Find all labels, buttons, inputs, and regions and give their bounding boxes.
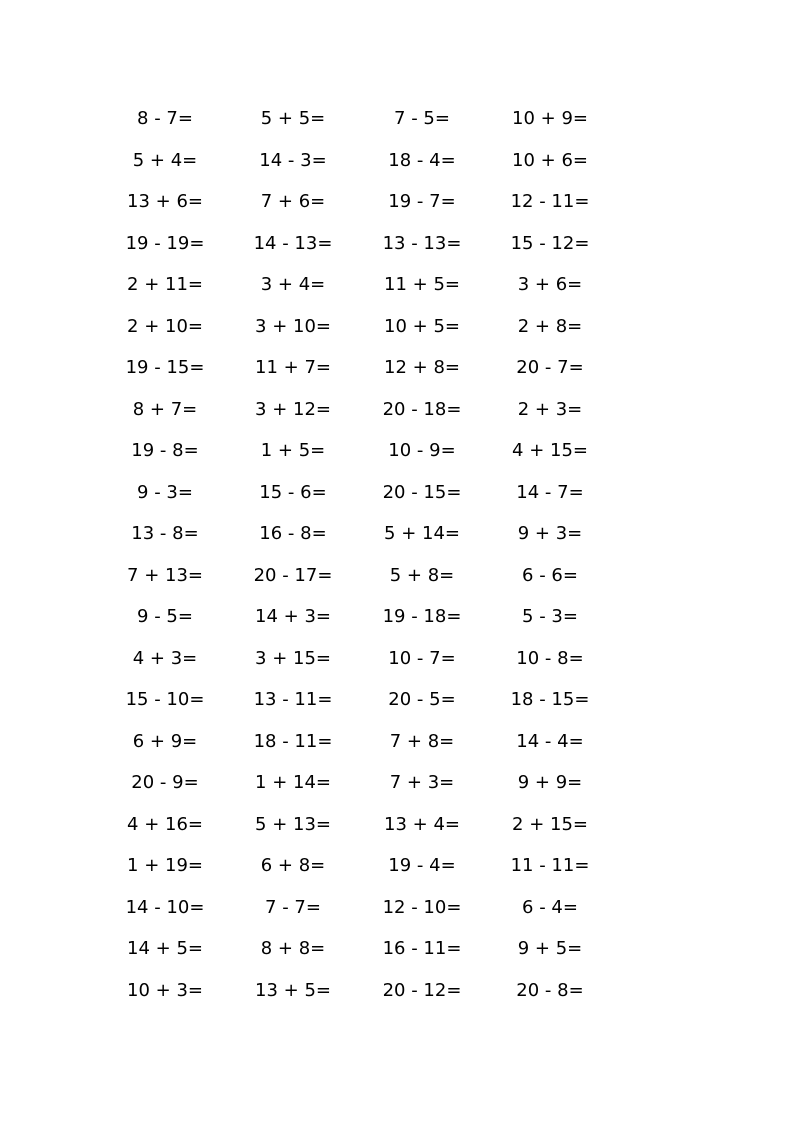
- math-problem: 7 + 6=: [260, 191, 326, 212]
- math-problem: 11 + 5=: [384, 274, 460, 295]
- math-problem: 19 - 18=: [382, 606, 462, 627]
- math-problem: 7 + 8=: [389, 730, 455, 752]
- math-problem: 6 - 4=: [522, 896, 578, 918]
- math-problem: 14 + 3=: [255, 606, 331, 627]
- problem-row: [0, 928, 794, 970]
- math-problem: 5 + 5=: [260, 108, 326, 129]
- math-problem: 5 + 14=: [384, 523, 460, 544]
- math-problem: 19 - 8=: [131, 440, 199, 461]
- problem-row: [0, 887, 794, 929]
- math-problem: 7 + 3=: [389, 772, 455, 793]
- math-problem: 4 + 3=: [132, 647, 198, 669]
- math-problem: 12 + 8=: [384, 357, 460, 378]
- problem-row: [0, 638, 794, 680]
- math-problem: 8 - 7=: [137, 108, 193, 129]
- math-problem: 20 - 15=: [382, 481, 462, 503]
- math-problem: 10 - 8=: [516, 647, 584, 669]
- math-problem: 16 - 11=: [382, 938, 462, 959]
- math-problem: 9 - 3=: [137, 481, 193, 503]
- math-problem: 10 + 9=: [512, 108, 588, 129]
- math-problem: 3 + 10=: [255, 315, 331, 337]
- math-problem: 2 + 10=: [127, 315, 203, 337]
- problem-row: [0, 306, 794, 348]
- math-problem: 18 - 11=: [253, 730, 333, 752]
- math-problem: 10 + 5=: [384, 315, 460, 337]
- math-problem: 14 - 13=: [253, 232, 333, 254]
- math-problem: 10 - 9=: [388, 440, 456, 461]
- math-problem: 1 + 19=: [127, 855, 203, 876]
- math-problem: 19 - 15=: [125, 357, 205, 378]
- math-problem: 6 + 8=: [260, 855, 326, 876]
- math-problem: 11 + 7=: [255, 357, 331, 378]
- math-problem: 14 - 10=: [125, 896, 205, 918]
- math-problem: 3 + 6=: [517, 274, 583, 295]
- math-problem: 6 + 9=: [132, 730, 198, 752]
- math-problem: 4 + 16=: [127, 813, 203, 835]
- math-problem: 2 + 15=: [512, 813, 588, 835]
- math-problem: 13 + 5=: [255, 979, 331, 1001]
- math-problem: 15 - 6=: [259, 481, 327, 503]
- math-problem: 7 + 13=: [127, 564, 203, 586]
- math-problem: 7 - 5=: [394, 108, 450, 129]
- math-problem: 15 - 12=: [510, 232, 590, 254]
- math-problem: 10 + 6=: [512, 149, 588, 171]
- math-problem: 20 - 12=: [382, 979, 462, 1001]
- problem-row: [0, 264, 794, 306]
- math-problem: 3 + 12=: [255, 398, 331, 420]
- math-problem: 13 + 6=: [127, 191, 203, 212]
- problem-row: [0, 181, 794, 223]
- math-problem: 7 - 7=: [265, 896, 321, 918]
- math-problem: 5 + 13=: [255, 813, 331, 835]
- math-problem: 20 - 5=: [388, 689, 456, 710]
- math-problem: 5 - 3=: [522, 606, 578, 627]
- math-problem: 18 - 4=: [388, 149, 456, 171]
- math-problem: 10 + 3=: [127, 979, 203, 1001]
- math-problem: 14 - 4=: [516, 730, 584, 752]
- math-problem: 8 + 7=: [132, 398, 198, 420]
- math-problem: 10 - 7=: [388, 647, 456, 669]
- problem-row: [0, 347, 794, 389]
- math-problem: 20 - 18=: [382, 398, 462, 420]
- math-problem: 3 + 4=: [260, 274, 326, 295]
- problem-row: [0, 389, 794, 431]
- problem-row: [0, 430, 794, 472]
- math-problem: 9 + 3=: [517, 523, 583, 544]
- math-problem: 20 - 9=: [131, 772, 199, 793]
- math-problem: 3 + 15=: [255, 647, 331, 669]
- problem-row: [0, 596, 794, 638]
- math-problem: 15 - 10=: [125, 689, 205, 710]
- math-problem: 4 + 15=: [512, 440, 588, 461]
- math-problem: 6 - 6=: [522, 564, 578, 586]
- problem-row: [0, 970, 794, 1012]
- problem-row: [0, 762, 794, 804]
- math-problem: 18 - 15=: [510, 689, 590, 710]
- math-problem: 12 - 10=: [382, 896, 462, 918]
- problem-row: [0, 679, 794, 721]
- math-problem: 1 + 14=: [255, 772, 331, 793]
- problem-row: [0, 472, 794, 514]
- math-problem: 13 + 4=: [384, 813, 460, 835]
- math-problem: 19 - 19=: [125, 232, 205, 254]
- problem-row: [0, 140, 794, 182]
- problem-row: [0, 513, 794, 555]
- math-problem: 9 + 9=: [517, 772, 583, 793]
- problem-row: [0, 721, 794, 763]
- math-problem: 11 - 11=: [510, 855, 590, 876]
- math-problem: 13 - 8=: [131, 523, 199, 544]
- math-problem: 13 - 13=: [382, 232, 462, 254]
- problem-row: [0, 804, 794, 846]
- math-problem: 9 + 5=: [517, 938, 583, 959]
- math-problem: 8 + 8=: [260, 938, 326, 959]
- math-problem: 20 - 17=: [253, 564, 333, 586]
- math-problem: 12 - 11=: [510, 191, 590, 212]
- math-problem: 5 + 8=: [389, 564, 455, 586]
- math-problem: 20 - 8=: [516, 979, 584, 1001]
- math-problem: 16 - 8=: [259, 523, 327, 544]
- problem-row: [0, 555, 794, 597]
- math-problem: 2 + 3=: [517, 398, 583, 420]
- math-problem: 1 + 5=: [260, 440, 326, 461]
- math-problem: 2 + 11=: [127, 274, 203, 295]
- math-problem: 13 - 11=: [253, 689, 333, 710]
- math-problem: 14 - 3=: [259, 149, 327, 171]
- math-problem: 20 - 7=: [516, 357, 584, 378]
- math-problem: 14 + 5=: [127, 938, 203, 959]
- problem-row: [0, 223, 794, 265]
- math-problem: 5 + 4=: [132, 149, 198, 171]
- problem-row: [0, 98, 794, 140]
- math-problem: 2 + 8=: [517, 315, 583, 337]
- math-problem: 9 - 5=: [137, 606, 193, 627]
- math-problem: 19 - 7=: [388, 191, 456, 212]
- math-problem: 19 - 4=: [388, 855, 456, 876]
- math-problem: 14 - 7=: [516, 481, 584, 503]
- problem-row: [0, 845, 794, 887]
